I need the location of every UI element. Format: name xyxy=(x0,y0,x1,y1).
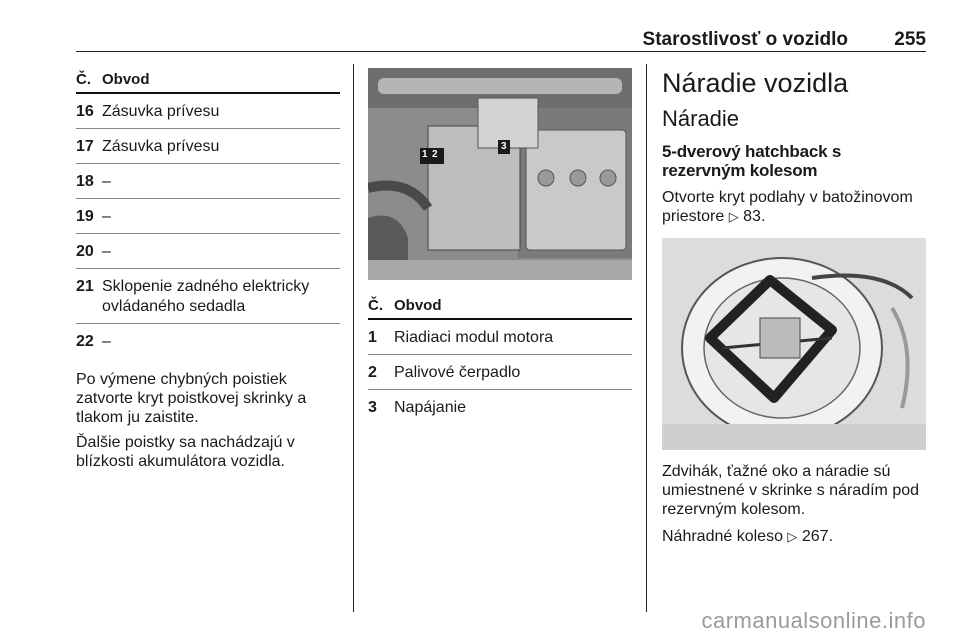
photo-label-3: 3 xyxy=(501,141,507,152)
page-reference-icon: ▷ xyxy=(787,529,798,544)
row-number: 16 xyxy=(76,103,94,120)
photo-label-2: 2 xyxy=(432,149,438,160)
page-reference-icon: ▷ xyxy=(728,209,739,224)
model-heading: 5-dverový hatchback s rezervným kolesom xyxy=(662,142,842,180)
paragraph: Po výmene chybných poistiek zatvorte kryt poistkovej skrinky a tlakom ju zaistite. xyxy=(76,371,307,426)
header-circuit: Obvod xyxy=(394,297,442,314)
section-title: Náradie vozidla xyxy=(662,68,849,98)
paragraph xyxy=(662,188,926,226)
header-circuit: Obvod xyxy=(102,71,150,88)
page-header xyxy=(76,26,926,52)
table-row xyxy=(76,164,340,199)
table-row xyxy=(368,320,632,355)
column-divider-1 xyxy=(353,64,354,612)
row-circuit: Riadiaci modul motora xyxy=(394,329,554,346)
table-row xyxy=(76,324,340,358)
header-number: Č. xyxy=(368,297,383,314)
row-circuit: – xyxy=(102,333,111,350)
table-row xyxy=(76,234,340,269)
spare-wheel-tools-photo xyxy=(662,238,926,450)
row-circuit: Sklopenie zadného elektricky ovládaného sedadla xyxy=(102,278,310,315)
row-number: 2 xyxy=(368,364,377,381)
row-circuit: – xyxy=(102,173,111,190)
column-right xyxy=(662,68,926,546)
page-number: 255 xyxy=(894,29,926,50)
watermark: carmanualsonline.info xyxy=(701,608,926,633)
row-number: 21 xyxy=(76,278,94,295)
column-middle xyxy=(368,68,632,424)
row-number: 17 xyxy=(76,138,94,155)
table-row xyxy=(368,390,632,424)
row-circuit: Napájanie xyxy=(394,399,467,416)
tool-box-illustration xyxy=(662,238,926,450)
paragraph: Zdvihák, ťažné oko a náradie sú umiestnené v skrinke s náradím pod rezervným kolesom. xyxy=(662,463,920,518)
row-number: 18 xyxy=(76,173,94,190)
table-row xyxy=(76,94,340,129)
row-number: 19 xyxy=(76,208,94,225)
fuse-table-header xyxy=(76,68,340,94)
row-number: 22 xyxy=(76,333,94,350)
photo-label-1: 1 xyxy=(422,149,428,160)
row-number: 1 xyxy=(368,329,377,346)
column-divider-2 xyxy=(646,64,647,612)
column-left xyxy=(76,68,340,471)
row-number: 3 xyxy=(368,399,377,416)
row-circuit: Zásuvka prívesu xyxy=(102,103,220,120)
row-number: 20 xyxy=(76,243,94,260)
row-circuit: Palivové čerpadlo xyxy=(394,364,521,381)
table-row xyxy=(76,129,340,164)
table-row xyxy=(368,355,632,390)
header-number: Č. xyxy=(76,71,91,88)
paragraph: Ďalšie poistky sa nachádzajú v blízkosti akumulátora vozidla. xyxy=(76,434,295,470)
page-reference-link[interactable]: 83. xyxy=(743,208,766,225)
engine-fuse-photo xyxy=(368,68,632,280)
row-circuit: – xyxy=(102,243,111,260)
paragraph-text: Náhradné koleso xyxy=(662,528,788,545)
paragraph-text: Otvorte kryt podlahy v batožinovom priestore xyxy=(662,189,913,225)
page-reference-link[interactable]: 267. xyxy=(801,528,834,545)
header-title: Starostlivosť o vozidlo xyxy=(642,29,848,50)
paragraph xyxy=(662,527,926,546)
row-circuit: – xyxy=(102,208,111,225)
subsection-title: Náradie xyxy=(662,106,740,131)
engine-bay-illustration xyxy=(368,68,632,280)
table-row xyxy=(76,199,340,234)
row-circuit: Zásuvka prívesu xyxy=(102,138,220,155)
circuit-table-header xyxy=(368,294,632,320)
table-row xyxy=(76,269,340,324)
